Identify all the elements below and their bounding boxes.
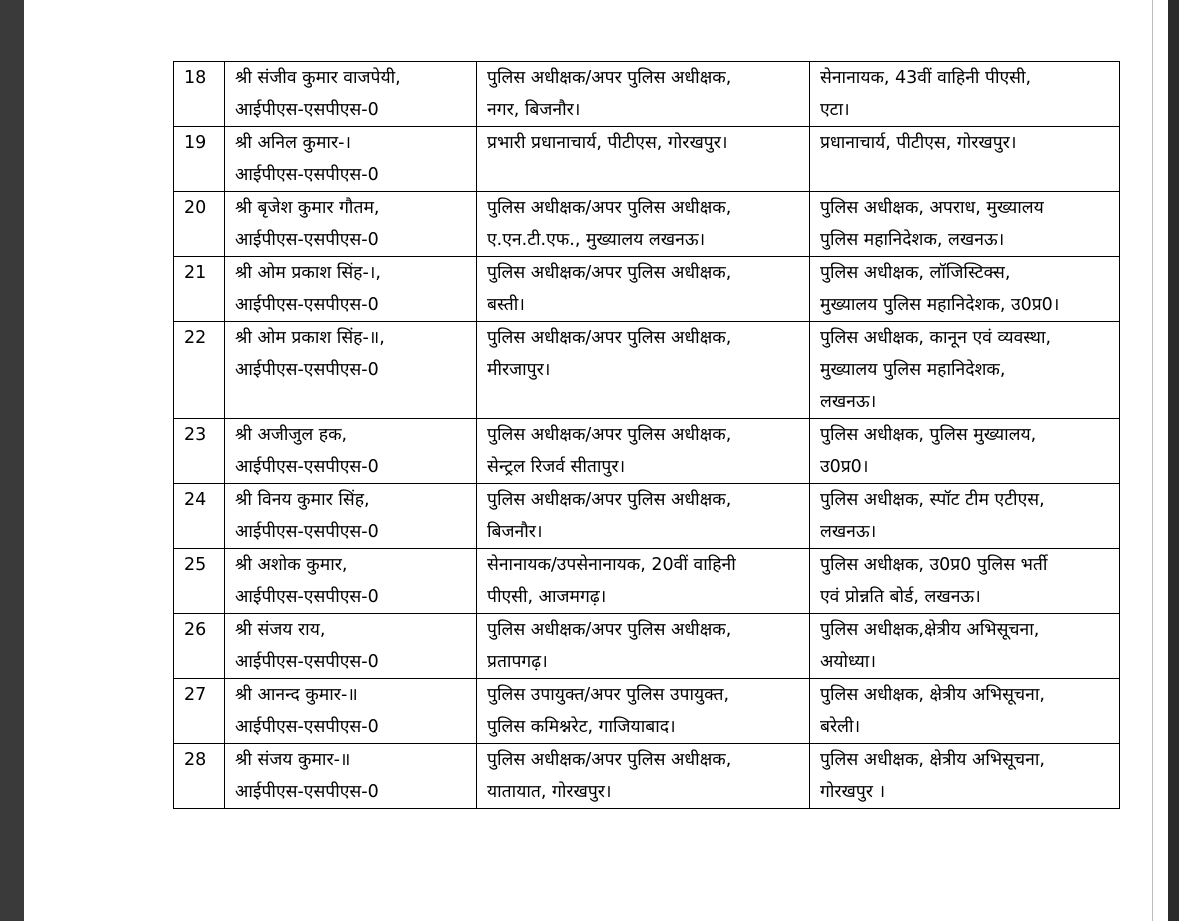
table-row <box>174 614 1120 679</box>
new-posting-line: पुलिस अधीक्षक,क्षेत्रीय अभिसूचना, <box>820 620 1040 640</box>
current-posting-cell <box>477 744 810 809</box>
officer-name-line: श्री बृजेश कुमार गौतम, <box>235 198 380 218</box>
serial-number-cell: 26 <box>174 614 225 679</box>
new-posting-line: गोरखपुर । <box>820 782 886 802</box>
table-row <box>174 257 1120 322</box>
current-posting-line: पुलिस अधीक्षक/अपर पुलिस अधीक्षक, <box>487 198 732 218</box>
table-row <box>174 549 1120 614</box>
officer-name-line: आईपीएस-एसपीएस-0 <box>235 165 379 185</box>
serial-number-cell: 19 <box>174 127 225 192</box>
current-posting-line: पुलिस कमिश्नरेट, गाजियाबाद। <box>487 717 676 737</box>
current-posting-line: पुलिस उपायुक्त/अपर पुलिस उपायुक्त, <box>487 685 730 705</box>
new-posting-line: पुलिस अधीक्षक, लॉजिस्टिक्स, <box>820 263 1011 283</box>
left-window-border <box>0 0 24 921</box>
new-posting-line: एटा। <box>820 100 850 120</box>
new-posting-cell <box>810 257 1120 322</box>
serial-number-cell: 21 <box>174 257 225 322</box>
new-posting-line: पुलिस अधीक्षक, क्षेत्रीय अभिसूचना, <box>820 750 1045 770</box>
new-posting-line: मुख्यालय पुलिस महानिदेशक, उ0प्र0। <box>820 295 1060 315</box>
officer-name-line: श्री संजय कुमार-॥ <box>235 750 351 770</box>
table-row <box>174 322 1120 419</box>
officer-name-cell <box>225 257 477 322</box>
new-posting-line: प्रधानाचार्य, पीटीएस, गोरखपुर। <box>820 133 1017 153</box>
serial-number-cell: 28 <box>174 744 225 809</box>
officer-name-line: आईपीएस-एसपीएस-0 <box>235 652 379 672</box>
officer-name-line: श्री ओम प्रकाश सिंह-।, <box>235 263 381 283</box>
officer-name-line: श्री संजय राय, <box>235 620 326 640</box>
right-window-border <box>1168 0 1179 921</box>
new-posting-cell <box>810 62 1120 127</box>
new-posting-line: मुख्यालय पुलिस महानिदेशक, <box>820 360 1006 380</box>
table-row <box>174 62 1120 127</box>
transfer-table-body <box>174 62 1120 809</box>
officer-name-line: श्री ओम प्रकाश सिंह-॥, <box>235 328 385 348</box>
current-posting-cell <box>477 614 810 679</box>
new-posting-line: बरेली। <box>820 717 861 737</box>
officer-name-line: श्री आनन्द कुमार-॥ <box>235 685 358 705</box>
new-posting-line: लखनऊ। <box>820 522 877 542</box>
serial-number-cell: 22 <box>174 322 225 419</box>
serial-number-cell: 27 <box>174 679 225 744</box>
officer-name-cell <box>225 679 477 744</box>
current-posting-line: ए.एन.टी.एफ., मुख्यालय लखनऊ। <box>487 230 706 250</box>
new-posting-line: पुलिस अधीक्षक, अपराध, मुख्यालय <box>820 198 1044 218</box>
new-posting-line: पुलिस अधीक्षक, स्पॉट टीम एटीएस, <box>820 490 1045 510</box>
table-row <box>174 192 1120 257</box>
new-posting-line: पुलिस अधीक्षक, क्षेत्रीय अभिसूचना, <box>820 685 1045 705</box>
document-page <box>24 0 1168 921</box>
serial-number-cell: 18 <box>174 62 225 127</box>
current-posting-line: सेनानायक/उपसेनानायक, 20वीं वाहिनी <box>487 555 736 575</box>
officer-name-line: आईपीएस-एसपीएस-0 <box>235 295 379 315</box>
table-row <box>174 744 1120 809</box>
current-posting-cell <box>477 127 810 192</box>
current-posting-line: नगर, बिजनौर। <box>487 100 581 120</box>
new-posting-line: पुलिस महानिदेशक, लखनऊ। <box>820 230 1005 250</box>
transfer-table <box>173 61 1120 809</box>
officer-name-line: श्री अनिल कुमार-। <box>235 133 352 153</box>
new-posting-cell <box>810 127 1120 192</box>
current-posting-line: पुलिस अधीक्षक/अपर पुलिस अधीक्षक, <box>487 328 732 348</box>
current-posting-cell <box>477 62 810 127</box>
officer-name-cell <box>225 484 477 549</box>
officer-name-cell <box>225 744 477 809</box>
officer-name-line: आईपीएस-एसपीएस-0 <box>235 522 379 542</box>
new-posting-cell <box>810 322 1120 419</box>
new-posting-line: अयोध्या। <box>820 652 876 672</box>
officer-name-line: श्री अशोक कुमार, <box>235 555 348 575</box>
current-posting-cell <box>477 549 810 614</box>
new-posting-line: उ0प्र0। <box>820 457 869 477</box>
serial-number-cell: 20 <box>174 192 225 257</box>
officer-name-line: आईपीएस-एसपीएस-0 <box>235 457 379 477</box>
new-posting-cell <box>810 744 1120 809</box>
new-posting-line: पुलिस अधीक्षक, पुलिस मुख्यालय, <box>820 425 1037 445</box>
table-row <box>174 127 1120 192</box>
serial-number-cell: 24 <box>174 484 225 549</box>
current-posting-cell <box>477 484 810 549</box>
table-row <box>174 419 1120 484</box>
serial-number-cell: 25 <box>174 549 225 614</box>
officer-name-cell <box>225 322 477 419</box>
current-posting-line: पुलिस अधीक्षक/अपर पुलिस अधीक्षक, <box>487 263 732 283</box>
officer-name-line: श्री अजीजुल हक, <box>235 425 348 445</box>
current-posting-cell <box>477 419 810 484</box>
officer-name-line: आईपीएस-एसपीएस-0 <box>235 360 379 380</box>
current-posting-cell <box>477 679 810 744</box>
current-posting-line: बिजनौर। <box>487 522 543 542</box>
current-posting-line: यातायात, गोरखपुर। <box>487 782 612 802</box>
current-posting-line: मीरजापुर। <box>487 360 551 380</box>
new-posting-cell <box>810 484 1120 549</box>
officer-name-line: आईपीएस-एसपीएस-0 <box>235 230 379 250</box>
officer-name-line: श्री संजीव कुमार वाजपेयी, <box>235 68 401 88</box>
officer-name-line: आईपीएस-एसपीएस-0 <box>235 100 379 120</box>
serial-number-cell: 23 <box>174 419 225 484</box>
current-posting-cell <box>477 322 810 419</box>
table-row <box>174 679 1120 744</box>
officer-name-line: आईपीएस-एसपीएस-0 <box>235 717 379 737</box>
officer-name-line: आईपीएस-एसपीएस-0 <box>235 587 379 607</box>
new-posting-line: सेनानायक, 43वीं वाहिनी पीएसी, <box>820 68 1032 88</box>
current-posting-line: प्रतापगढ़। <box>487 652 548 672</box>
page-edge-line <box>1152 0 1153 921</box>
officer-name-cell <box>225 549 477 614</box>
officer-name-cell <box>225 614 477 679</box>
officer-name-cell <box>225 62 477 127</box>
new-posting-cell <box>810 549 1120 614</box>
current-posting-line: पुलिस अधीक्षक/अपर पुलिस अधीक्षक, <box>487 620 732 640</box>
officer-name-cell <box>225 192 477 257</box>
officer-name-line: आईपीएस-एसपीएस-0 <box>235 782 379 802</box>
officer-name-line: श्री विनय कुमार सिंह, <box>235 490 370 510</box>
current-posting-line: बस्ती। <box>487 295 525 315</box>
current-posting-line: पुलिस अधीक्षक/अपर पुलिस अधीक्षक, <box>487 425 732 445</box>
new-posting-line: पुलिस अधीक्षक, कानून एवं व्यवस्था, <box>820 328 1052 348</box>
current-posting-line: सेन्ट्रल रिजर्व सीतापुर। <box>487 457 626 477</box>
new-posting-line: पुलिस अधीक्षक, उ0प्र0 पुलिस भर्ती <box>820 555 1048 575</box>
new-posting-cell <box>810 614 1120 679</box>
current-posting-line: पुलिस अधीक्षक/अपर पुलिस अधीक्षक, <box>487 750 732 770</box>
officer-name-cell <box>225 127 477 192</box>
current-posting-line: पुलिस अधीक्षक/अपर पुलिस अधीक्षक, <box>487 490 732 510</box>
table-row <box>174 484 1120 549</box>
new-posting-cell <box>810 419 1120 484</box>
current-posting-line: प्रभारी प्रधानाचार्य, पीटीएस, गोरखपुर। <box>487 133 728 153</box>
current-posting-line: पीएसी, आजमगढ़। <box>487 587 607 607</box>
new-posting-line: एवं प्रोन्नति बोर्ड, लखनऊ। <box>820 587 981 607</box>
current-posting-line: पुलिस अधीक्षक/अपर पुलिस अधीक्षक, <box>487 68 732 88</box>
new-posting-cell <box>810 192 1120 257</box>
new-posting-line: लखनऊ। <box>820 392 877 412</box>
current-posting-cell <box>477 192 810 257</box>
officer-name-cell <box>225 419 477 484</box>
new-posting-cell <box>810 679 1120 744</box>
current-posting-cell <box>477 257 810 322</box>
